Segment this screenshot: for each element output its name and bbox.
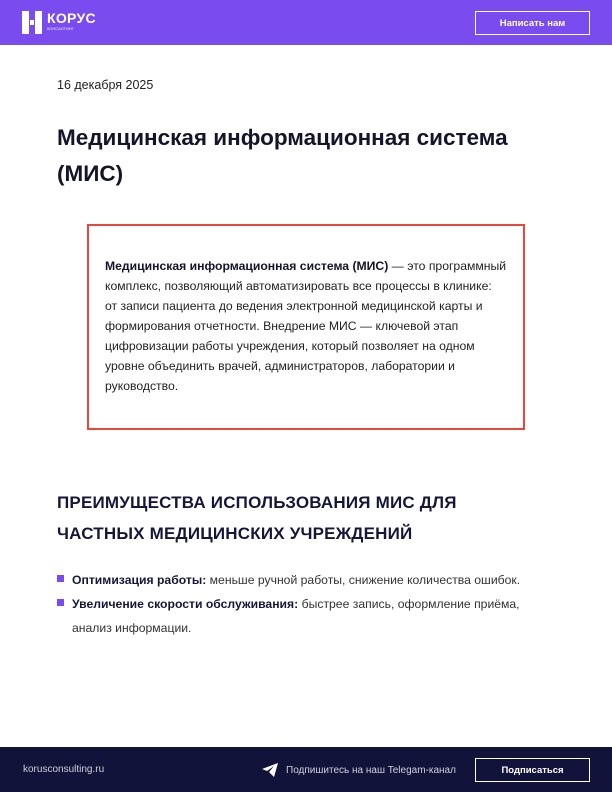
page-title: Медицинская информационная система (МИС) [57, 125, 508, 186]
logo-subtitle: КОНСАЛТИНГ [47, 26, 74, 31]
square-bullet-icon [57, 575, 64, 582]
site-link[interactable]: korusconsulting.ru [23, 764, 105, 775]
logo[interactable] [22, 11, 96, 34]
telegram-icon [262, 763, 278, 777]
section-heading: ПРЕИМУЩЕСТВА ИСПОЛЬЗОВАНИЯ МИС ДЛЯ ЧАСТНЫХ МЕДИЦИНСКИХ УЧРЕЖДЕНИЙ [57, 493, 457, 543]
list-item [57, 568, 527, 592]
logo-name: КОРУС [47, 10, 96, 26]
benefit-text: меньше ручной работы, снижение количества ошибок. [206, 573, 521, 587]
intro-callout [87, 224, 525, 430]
list-item [57, 592, 527, 640]
square-bullet-icon [57, 599, 64, 606]
telegram-text: Подпишитесь на наш Telegam-канал [286, 764, 456, 776]
subscribe-button[interactable]: Подписаться [475, 758, 590, 782]
logo-mark-icon [22, 11, 42, 34]
benefit-text: быстрее запись, оформление приёма, анализ информации. [72, 597, 520, 635]
benefit-title: Оптимизация работы: [72, 573, 207, 587]
write-us-button[interactable]: Написать нам [475, 11, 590, 35]
header [0, 0, 612, 45]
callout-text: — это программный комплекс, позволяющий автоматизировать все процессы в клинике: от записи пациента до ведения электронной медицинской карты и формирования отчетности. Внедрение МИС — ключевой этап цифровизации работы учреждения, который позволяет на одном уровне объединить врачей, администраторов, лаборатории и руководство. [105, 259, 507, 393]
callout-lead: Медицинская информационная система (МИС) [105, 259, 389, 273]
benefits-list [57, 568, 527, 640]
publication-date: 16 декабря 2025 [57, 78, 154, 92]
footer [0, 747, 612, 792]
telegram-link[interactable] [262, 763, 456, 777]
benefit-title: Увеличение скорости обслуживания: [72, 597, 299, 611]
